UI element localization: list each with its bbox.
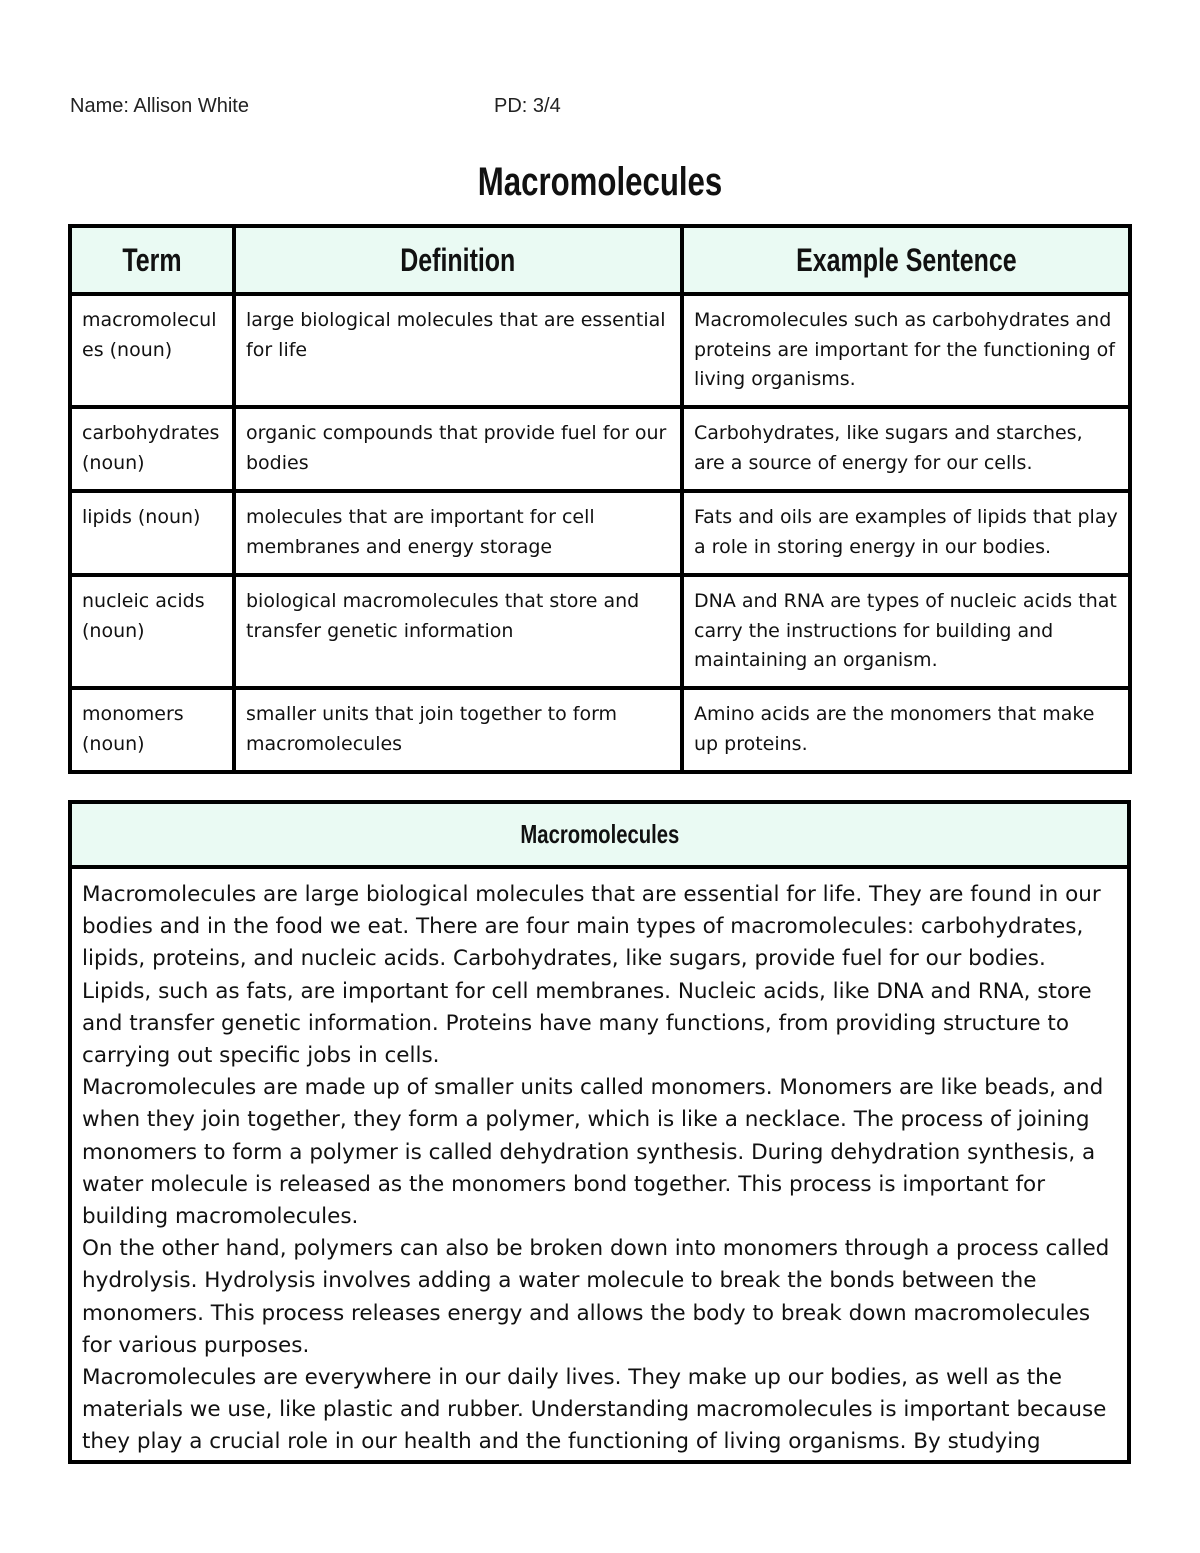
passage-heading-label: Macromolecules [520, 819, 679, 849]
table-row [70, 575, 1130, 688]
vocabulary-table [68, 224, 1132, 774]
term-cell: carbohydrates (noun) [70, 407, 234, 491]
header-example [682, 226, 1130, 294]
passage-paragraph: Macromolecules are large biological molecules that are essential for life. They are found in our bodies and in the food we eat. There are four main types of macromolecules: carbohydrates, lipids, proteins, and nucleic acids. Carbohydrates, like sugars, provide fuel for our bodies. Lipids, such as fats, are important for cell membranes. Nucleic acids, like DNA and RNA, store and transfer genetic information. Proteins have many functions, from providing structure to carrying out specific jobs in cells. [82, 882, 1101, 1069]
table-row [70, 294, 1130, 407]
passage-paragraph: Macromolecules are made up of smaller units called monomers. Monomers are like beads, and when they join together, they form a polymer, which is like a necklace. The process of joining monomers to form a polymer is called dehydration synthesis. During dehydration synthesis, a water molecule is released as the monomers bond together. This process is important for building macromolecules. [82, 1075, 1104, 1230]
table-header-row [70, 226, 1130, 294]
definition-cell: smaller units that join together to form macromolecules [234, 688, 682, 772]
term-cell: monomers (noun) [70, 688, 234, 772]
definition-cell: organic compounds that provide fuel for our bodies [234, 407, 682, 491]
passage-heading [72, 804, 1127, 869]
header-definition [234, 226, 682, 294]
student-name: Name: Allison White [70, 95, 249, 117]
passage-box [68, 800, 1131, 1464]
header-example-label: Example Sentence [795, 241, 1017, 278]
term-cell: lipids (noun) [70, 491, 234, 575]
header-definition-label: Definition [400, 241, 516, 278]
class-period: PD: 3/4 [494, 95, 561, 117]
passage-paragraph: On the other hand, polymers can also be broken down into monomers through a process called hydrolysis. Hydrolysis involves adding a water molecule to break the bonds between the monomers. This process releases energy and allows the body to break down macromolecules for various purposes. [82, 1236, 1110, 1358]
table-row [70, 407, 1130, 491]
example-cell: Macromolecules such as carbohydrates and proteins are important for the functioning of living organisms. [682, 294, 1130, 407]
example-cell: Carbohydrates, like sugars and starches, are a source of energy for our cells. [682, 407, 1130, 491]
definition-cell: biological macromolecules that store and transfer genetic information [234, 575, 682, 688]
table-row [70, 491, 1130, 575]
definition-cell: molecules that are important for cell membranes and energy storage [234, 491, 682, 575]
page-title: Macromolecules [477, 160, 723, 204]
header-term [70, 226, 234, 294]
example-cell: Fats and oils are examples of lipids that play a role in storing energy in our bodies. [682, 491, 1130, 575]
example-cell: Amino acids are the monomers that make up proteins. [682, 688, 1130, 772]
table-row [70, 688, 1130, 772]
passage-paragraph: Macromolecules are everywhere in our daily lives. They make up our bodies, as well as the materials we use, like plastic and rubber. Understanding macromolecules is important because they play a crucial role in our health and the functioning of living organisms. By studying [82, 1365, 1107, 1455]
example-cell: DNA and RNA are types of nucleic acids that carry the instructions for building and maintaining an organism. [682, 575, 1130, 688]
term-cell: nucleic acids (noun) [70, 575, 234, 688]
header-term-label: Term [122, 241, 182, 278]
definition-cell: large biological molecules that are essential for life [234, 294, 682, 407]
term-cell: macromolecules (noun) [70, 294, 234, 407]
passage-body [72, 869, 1127, 1459]
